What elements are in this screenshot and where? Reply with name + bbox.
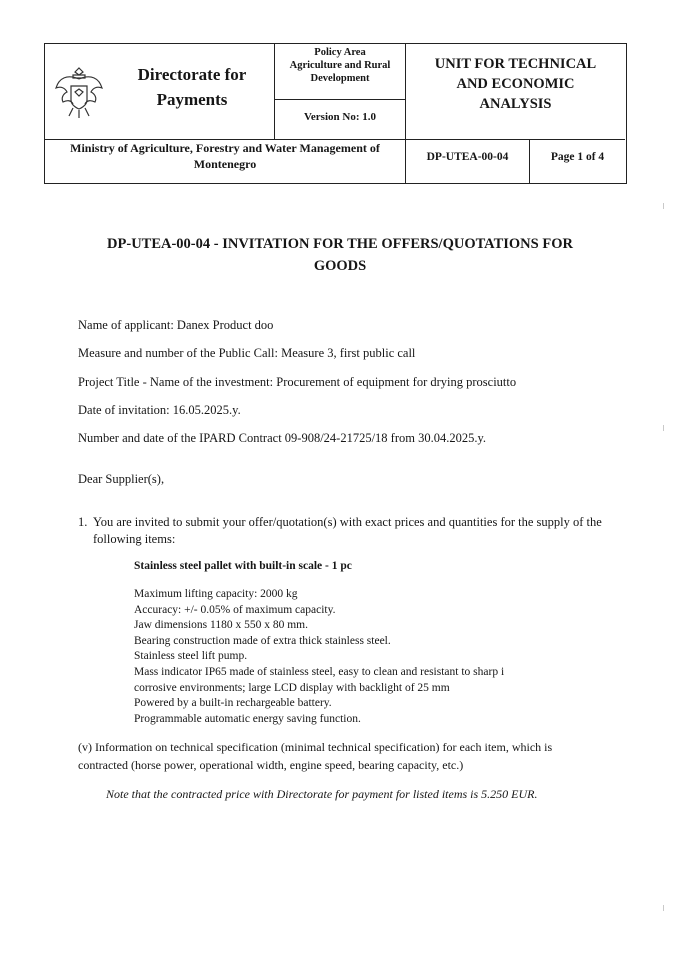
coat-of-arms-icon — [53, 64, 105, 120]
technical-info-paragraph: (v) Information on technical specification (minimal technical specification) for each item, which is contracted (horse power, operational width, engine speed, bearing capacity, etc.) — [78, 740, 553, 772]
unit-line-3: ANALYSIS — [479, 96, 552, 112]
page-number-cell: Page 1 of 4 — [550, 151, 605, 163]
unit-cell — [406, 44, 625, 140]
unit-line-2: AND ECONOMIC — [456, 76, 575, 92]
spec-item: Maximum lifting capacity: 2000 kg — [134, 588, 298, 600]
spec-item: Stainless steel lift pump. — [134, 650, 248, 663]
spec-item: Accuracy: +/- 0.05% of maximum capacity. — [134, 603, 336, 616]
ministry-line-2: Montenegro — [193, 157, 257, 171]
product-heading: Stainless steel pallet with built-in scale - 1 pc — [134, 560, 352, 572]
directorate-title: Directorate for Payments — [137, 65, 247, 109]
policy-area-line-2: Agriculture and Rural — [289, 60, 391, 71]
spec-item: Powered by a built-in rechargeable battery. — [134, 697, 332, 710]
project-title: Project Title - Name of the investment: Procurement of equipment for drying prosciutto — [78, 375, 517, 389]
ministry-cell — [45, 140, 406, 183]
unit-line-1: UNIT FOR TECHNICAL — [434, 56, 597, 72]
list-item-number: 1. — [78, 515, 88, 529]
invitation-date: Date of invitation: 16.05.2025.y. — [78, 403, 241, 417]
policy-area-cell — [275, 44, 406, 100]
price-note: Note that the contracted price with Directorate for payment for listed items is 5.250 EUR. — [106, 787, 538, 801]
salutation: Dear Supplier(s), — [78, 472, 165, 486]
scan-mark — [663, 905, 664, 911]
spec-item: Jaw dimensions 1180 x 550 x 80 mm. — [134, 619, 308, 632]
spec-item: Bearing construction made of extra thick stainless steel. — [134, 634, 391, 647]
header-table — [44, 43, 627, 184]
scan-mark — [663, 425, 664, 431]
document-title — [60, 233, 620, 277]
spec-item: Mass indicator IP65 made of stainless steel, easy to clean and resistant to sharp i — [134, 665, 505, 678]
ipard-contract: Number and date of the IPARD Contract 09-908/24-21725/18 from 30.04.2025.y. — [78, 431, 487, 445]
policy-area-line-3: Development — [310, 73, 370, 84]
list-item-text: You are invited to submit your offer/quotation(s) with exact prices and quantities for the supply of the following items: — [93, 515, 602, 546]
ministry-line-1: Ministry of Agriculture, Forestry and Water Management of — [70, 141, 380, 155]
spec-item: corrosive environments; large LCD display with backlight of 25 mm — [134, 681, 450, 694]
directorate-cell — [45, 44, 275, 140]
measure-public-call: Measure and number of the Public Call: Measure 3, first public call — [78, 346, 416, 360]
applicant-name: Name of applicant: Danex Product doo — [78, 318, 274, 332]
title-line-1: DP-UTEA-00-04 - INVITATION FOR THE OFFERS/QUOTATIONS FOR — [107, 236, 573, 252]
policy-area-line-1: Policy Area — [314, 47, 366, 58]
doc-code-cell: DP-UTEA-00-04 — [406, 140, 530, 183]
title-line-2: GOODS — [313, 258, 367, 274]
version-cell: Version No: 1.0 — [275, 100, 406, 140]
scan-mark — [663, 203, 664, 209]
spec-item: Programmable automatic energy saving function. — [134, 712, 361, 725]
spec-list — [134, 587, 594, 727]
